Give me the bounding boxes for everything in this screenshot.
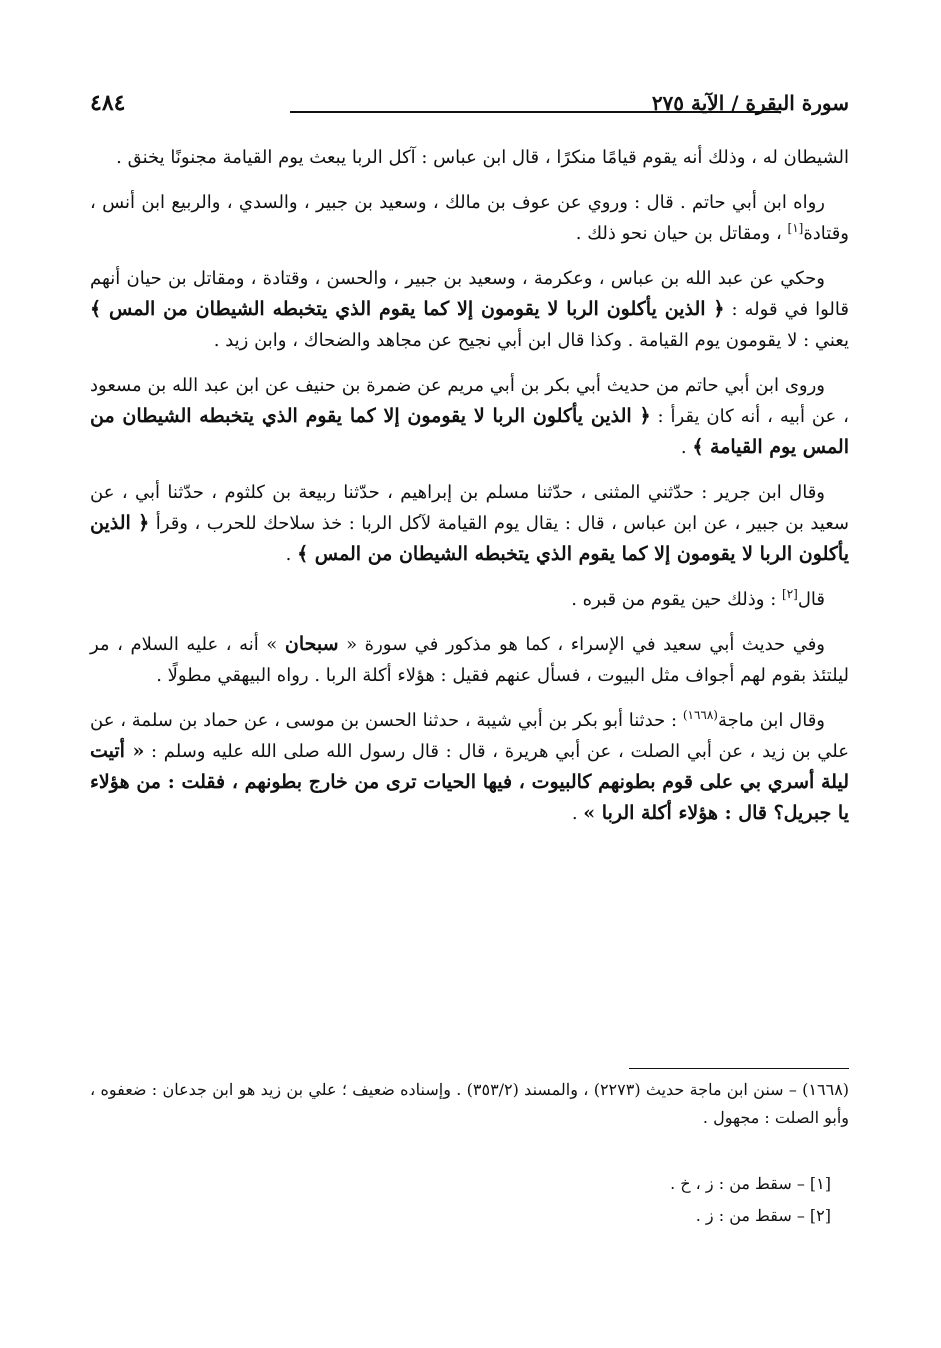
page-header	[90, 88, 849, 118]
paragraph-8-text-b: : حدثنا أبو بكر بن أبي شيبة ، حدثنا الحسن بن موسى ، عن حماد بن سلمة ، عن علي بن زيد ، عن أبي الصلت ، عن أبي هريرة ، قال : قال رسول الله صلى الله عليه وسلم :	[90, 710, 849, 762]
footnote-marker: (١٦٦٨)	[682, 708, 718, 722]
paragraph-2	[90, 187, 849, 249]
footnote-rule	[629, 1068, 849, 1069]
manuscript-notes	[90, 1168, 831, 1232]
paragraph-3-text-b: يعني : لا يقومون يوم القيامة . وكذا قال ابن أبي نجيح عن مجاهد والضحاك ، وابن زيد .	[213, 330, 849, 351]
quran-quote-3: ﴿ الذين يأكلون الربا لا يقومون إلا كما يقوم الذي يتخبطه الشيطان من المس ﴾	[90, 512, 849, 565]
paragraph-8-text-a: وقال ابن ماجة	[717, 710, 825, 731]
paragraph-7-text-b: » أنه ، عليه السلام ، مر ليلتئذ بقوم لهم أجواف مثل البيوت ، فسأل عنهم فقيل : هؤلاء أكلة الربا . رواه البيهقي مطولًا .	[90, 634, 849, 686]
note-marker-1: [١]	[787, 221, 804, 235]
header-rule	[290, 111, 781, 113]
paragraph-3-text-a: وحكي عن عبد الله بن عباس ، وعكرمة ، وسعيد بن جبير ، والحسن ، وقتادة ، ومقاتل بن حيان أنهم قالوا في قوله :	[90, 268, 849, 320]
paragraph-8-text-c: .	[571, 803, 584, 824]
note-1: [١] – سقط من : ز ، خ .	[670, 1174, 831, 1193]
note-marker-2: [٢]	[782, 587, 798, 601]
paragraph-4-text-b: .	[680, 437, 693, 458]
paragraph-3	[90, 263, 849, 356]
running-title: سورة البقرة / الآية ٢٧٥	[651, 91, 849, 115]
hadith-quote: « أتيت ليلة أسري بي على قوم بطونهم كالبيوت ، فيها الحيات ترى من خارج بطونهم ، فقلت : من هؤلاء يا جبريل؟ قال : هؤلاء أكلة الربا »	[90, 740, 849, 824]
paragraph-1	[90, 142, 849, 173]
paragraph-7-text-a: وفي حديث أبي سعيد في الإسراء ، كما هو مذكور في سورة «	[338, 634, 825, 655]
footnote-1668: (١٦٦٨) – سنن ابن ماجة حديث (٢٢٧٣) ، والمسند (٣٥٣/٢) . وإسناده ضعيف ؛ علي بن زيد هو ابن جدعان : ضعفوه ، وأبو الصلت : مجهول .	[90, 1080, 850, 1127]
surah-name: سبحان	[284, 633, 339, 655]
paragraph-6	[90, 584, 849, 615]
paragraph-6-text-a: قال	[797, 589, 825, 610]
footnotes	[90, 1076, 849, 1132]
paragraph-6-text-b: : وذلك حين يقوم من قبره .	[571, 589, 782, 610]
paragraph-5-text-a: وقال ابن جرير : حدّثني المثنى ، حدّثنا مسلم بن إبراهيم ، حدّثنا ربيعة بن كلثوم ، حدّثنا أبي ، عن سعيد بن جبير ، عن ابن عباس ، قال : يقال يوم القيامة لآكل الربا : خذ سلاحك للحرب ، وقرأ	[90, 482, 849, 534]
paragraph-4	[90, 370, 849, 463]
paragraph-4-text-a: وروى ابن أبي حاتم من حديث أبي بكر بن أبي مريم عن ضمرة بن حنيف عن ابن عبد الله بن مسعود ، عن أبيه ، أنه كان يقرأ :	[90, 375, 849, 427]
note-2: [٢] – سقط من : ز .	[695, 1206, 831, 1225]
paragraph-5-text-b: .	[285, 544, 298, 565]
paragraph-8	[90, 705, 849, 829]
body-text	[90, 142, 849, 843]
paragraph-5	[90, 477, 849, 570]
quran-quote-1: ﴿ الذين يأكلون الربا لا يقومون إلا كما يقوم الذي يتخبطه الشيطان من المس ﴾	[90, 298, 725, 320]
paragraph-7	[90, 629, 849, 691]
quran-quote-2: ﴿ الذين يأكلون الربا لا يقومون إلا كما يقوم الذي يتخبطه الشيطان من المس يوم القيامة ﴾	[90, 405, 849, 458]
page-number: ٤٨٤	[90, 90, 126, 116]
paragraph-1-text: الشيطان له ، وذلك أنه يقوم قيامًا منكرًا ، قال ابن عباس : آكل الربا يبعث يوم القيامة مجنونًا يخنق .	[116, 147, 849, 168]
paragraph-2-text-b: ، ومقاتل بن حيان نحو ذلك .	[575, 223, 788, 244]
paragraph-2-text-a: رواه ابن أبي حاتم . قال : وروي عن عوف بن مالك ، وسعيد بن جبير ، والسدي ، والربيع ابن أنس ، وقتادة	[90, 192, 849, 244]
